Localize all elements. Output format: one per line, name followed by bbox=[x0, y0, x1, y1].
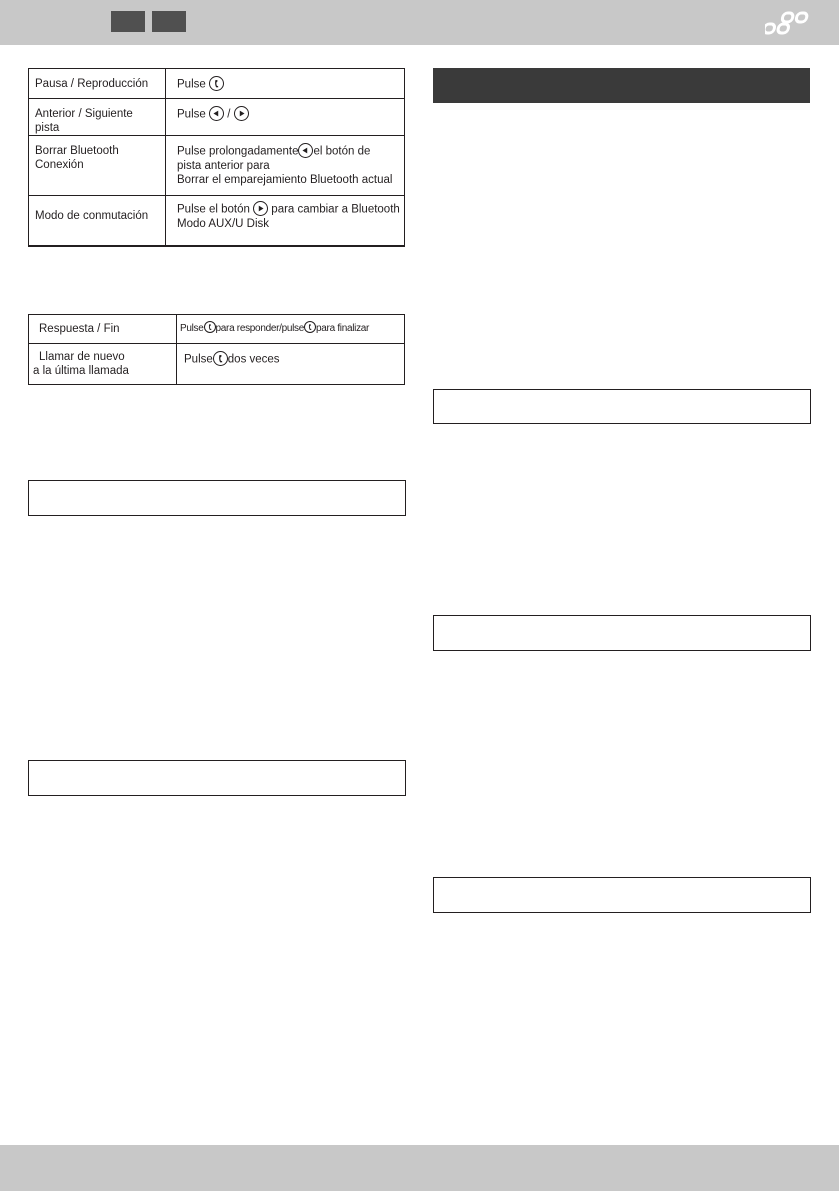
next-button-icon bbox=[234, 106, 249, 121]
action-cell: Pulse para responder/pulse para finalizar bbox=[177, 315, 405, 344]
table-row bbox=[29, 136, 405, 196]
action-cell: Pulse dos veces bbox=[177, 344, 405, 385]
section-heading-box bbox=[433, 615, 811, 651]
header-tab-2 bbox=[152, 11, 186, 32]
function-cell: Borrar Bluetooth Conexión bbox=[29, 136, 166, 196]
function-cell: Pausa / Reproducción bbox=[29, 69, 166, 99]
table-row bbox=[29, 315, 405, 344]
previous-button-icon bbox=[298, 143, 313, 158]
phone-button-icon bbox=[213, 351, 228, 366]
call-controls-table bbox=[28, 314, 405, 385]
section-heading-box bbox=[433, 877, 811, 913]
function-cell: Modo de conmutación bbox=[29, 196, 166, 247]
next-button-icon bbox=[253, 201, 268, 216]
section-heading-bar bbox=[433, 68, 810, 103]
brand-logo-icon bbox=[765, 11, 815, 37]
action-cell: Pulse prolongadamente el botón de pista anterior para Borrar el emparejamiento Bluetooth actual bbox=[166, 136, 405, 196]
section-heading-box bbox=[433, 389, 811, 424]
table-row bbox=[29, 196, 405, 247]
table-row bbox=[29, 69, 405, 99]
footer-bar bbox=[0, 1145, 839, 1191]
header-bar bbox=[0, 0, 839, 45]
action-cell: Pulse el botón para cambiar a Bluetooth Modo AUX/U Disk bbox=[166, 196, 405, 247]
section-heading-box bbox=[28, 760, 406, 796]
phone-button-icon bbox=[209, 76, 224, 91]
phone-button-icon bbox=[304, 321, 316, 333]
function-cell: Llamar de nuevo a la última llamada bbox=[29, 344, 177, 385]
table-row bbox=[29, 344, 405, 385]
header-tab-1 bbox=[111, 11, 145, 32]
previous-button-icon bbox=[209, 106, 224, 121]
action-cell: Pulse / bbox=[166, 99, 405, 136]
function-cell: Respuesta / Fin bbox=[29, 315, 177, 344]
section-heading-box bbox=[28, 480, 406, 516]
table-row bbox=[29, 99, 405, 136]
action-cell: Pulse bbox=[166, 69, 405, 99]
phone-button-icon bbox=[204, 321, 216, 333]
function-cell: Anterior / Siguiente pista bbox=[29, 99, 166, 136]
music-controls-table bbox=[28, 68, 405, 247]
